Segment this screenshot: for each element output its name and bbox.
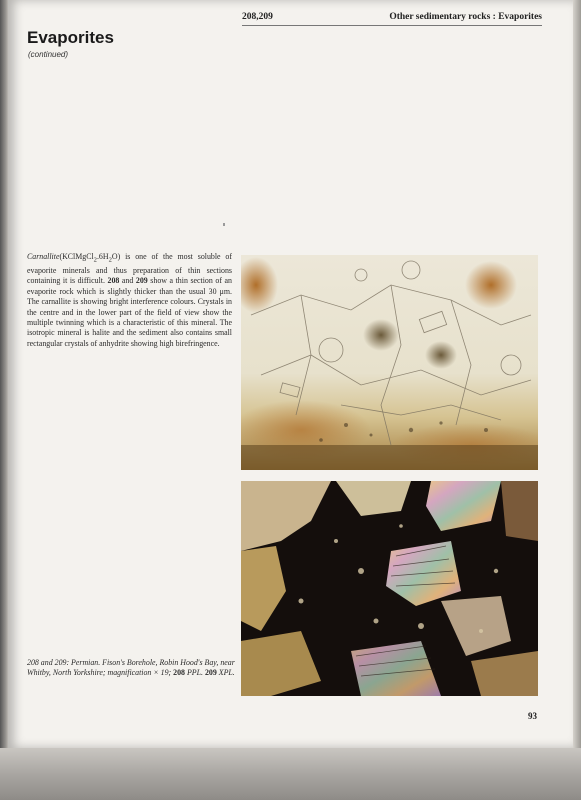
body-paragraph	[27, 252, 232, 349]
body-text-2: and	[119, 276, 136, 286]
stray-mark	[223, 223, 225, 226]
caption-ppl-label: 208	[173, 668, 185, 678]
figure-ref-209: 209	[135, 276, 148, 286]
caption-xpl-label: 209	[204, 668, 217, 678]
micrograph-209-xpl	[241, 481, 538, 696]
page-bottom-shadow	[0, 748, 581, 800]
formula-sub-2: 2	[108, 256, 112, 264]
caption-ppl-text: PPL.	[184, 668, 205, 678]
figure-caption	[27, 658, 237, 679]
header-section-title: Other sedimentary rocks : Evaporites	[389, 12, 542, 22]
micrograph-208-ppl	[241, 255, 538, 470]
formula-mid: .6H	[96, 252, 109, 261]
formula-suffix: O)	[111, 252, 121, 261]
formula-sub-1: 2	[93, 256, 97, 264]
page-subtitle: (continued)	[28, 50, 69, 59]
figure-ref-208: 208	[107, 276, 120, 286]
formula-prefix: (KClMgCl	[59, 252, 94, 261]
mineral-name: Carnallite	[27, 252, 60, 261]
caption-xpl-text: XPL.	[216, 668, 235, 678]
header-figure-numbers: 208,209	[242, 12, 273, 22]
page-edge	[573, 0, 581, 800]
header-rule	[242, 25, 542, 26]
micrograph-208-image	[241, 255, 538, 470]
page-number: 93	[528, 711, 537, 721]
body-text-3: show a thin section of an evaporite rock which is slightly thicker than the usual 30 μm. The carnallite is showing bright interference colours. Crystals in the centre and in the lower part of the field of view show the multiple twinning which is a characteristic of this mineral. The isotropic mineral is halite and the sediment also contains small rectangular crystals of anhydrite showing high birefringence.	[27, 276, 232, 348]
micrograph-209-image	[241, 481, 538, 696]
body-text-1: is one of the most soluble of evaporite minerals and thus preparation of thin sections containing it is difficult.	[27, 252, 232, 286]
caption-text: 208 and 209: Permian. Fison's Borehole, Robin Hood's Bay, near Whitby, North Yorkshire; magnification × 19;	[27, 658, 235, 678]
page-title: Evaporites	[27, 28, 114, 47]
